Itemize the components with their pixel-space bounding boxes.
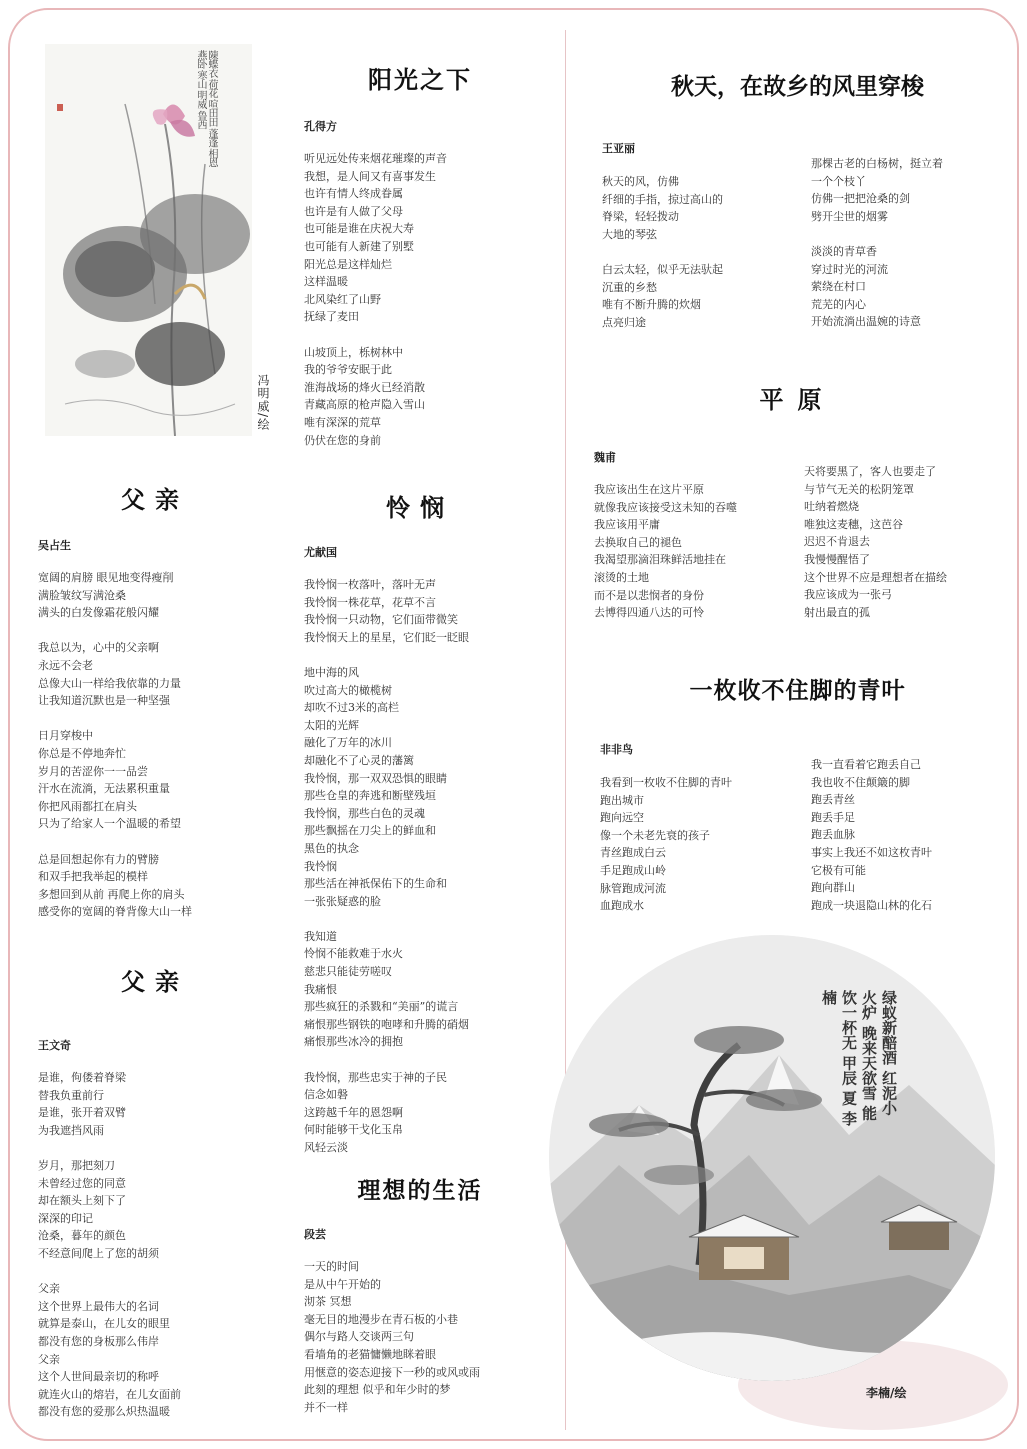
poem-line: 开始流淌出温婉的诗意: [811, 315, 921, 329]
poem-line: 听见远处传来烟花璀璨的声音: [304, 152, 447, 165]
poem-body-qingye-right: [811, 756, 932, 914]
poem-line: 沉重的乡愁: [602, 280, 657, 294]
poem-stanza: [38, 1280, 181, 1421]
snow-inscription: 绿蚁新醅酒 红泥小火炉 晚来天欲雪 能饮一杯无 甲辰 夏 李楠: [820, 990, 898, 1126]
poem-title-yangguang: 阳光之下: [368, 66, 472, 94]
poem-line: 跑出城市: [600, 793, 644, 807]
poem-line: 荒芜的内心: [811, 297, 866, 311]
poem-line: 我怜悯天上的星星，它们眨一眨眼: [304, 630, 469, 644]
poem-line: 不经意间爬上了您的胡须: [38, 1246, 159, 1260]
poem-line: 我知道: [304, 929, 337, 943]
poem-line: 并不一样: [304, 1400, 348, 1414]
poem-line: 却在额头上刻下了: [38, 1194, 126, 1208]
poem-line: 也可能有人新建了别墅: [304, 239, 414, 253]
poem-line: 满头的白发像霜花般闪耀: [38, 606, 159, 620]
snow-landscape-art: [549, 935, 995, 1381]
poem-line: 毫无目的地漫步在青石板的小巷: [304, 1312, 458, 1326]
poem-line: 就像我应该接受这未知的吞噬: [594, 500, 737, 514]
poem-line: 沏茶 冥想: [304, 1295, 352, 1309]
poem-line: 我怜悯一枚落叶，落叶无声: [304, 578, 436, 591]
poem-body-lixiang: [304, 1258, 480, 1416]
poem-body-pingyuan-right: [804, 463, 947, 621]
poem-line: 你总是不停地奔忙: [38, 746, 126, 760]
poem-line: 我想，是人间又有喜事发生: [304, 169, 436, 183]
poem-line: 点亮归途: [602, 315, 646, 329]
poem-stanza: [304, 664, 469, 910]
poem-line: 我应该成为一张弓: [804, 588, 892, 602]
poem-line: 那棵古老的白杨树，挺立着: [811, 157, 943, 170]
poem-line: 穿过时光的河流: [811, 262, 888, 276]
poem-line: 而不是以悲悯者的身份: [594, 588, 704, 602]
poem-line: 我一直看着它跑丢自己: [811, 758, 921, 771]
poem-line: 这跨越千年的恩怨啊: [304, 1105, 403, 1119]
poem-line: 吹过高大的橄榄树: [304, 683, 392, 697]
poem-line: 替我负重前行: [38, 1088, 104, 1102]
poem-stanza: [811, 243, 943, 331]
poem-line: 为我遮挡风雨: [38, 1123, 104, 1137]
poem-line: 射出最直的孤: [804, 605, 870, 619]
poem-stanza: [304, 150, 447, 326]
poem-line: 都没有您的身板那么伟岸: [38, 1334, 159, 1348]
poem-line: 这个人世间最亲切的称呼: [38, 1370, 159, 1384]
poem-line: 淮海战场的烽火已经消散: [304, 380, 425, 394]
poem-line: 大地的琴弦: [602, 227, 657, 241]
poem-line: 总像大山一样给我依靠的力量: [38, 676, 181, 690]
poem-line: 血跑成水: [600, 899, 644, 913]
lotus-painting-art: [45, 44, 252, 436]
poem-line: 我渴望那滴泪珠鲜活地挂在: [594, 553, 726, 567]
poem-line: 岁月，那把刻刀: [38, 1158, 115, 1172]
poem-line: 迟迟不肯退去: [804, 535, 870, 549]
poem-line: 是从中午开始的: [304, 1277, 381, 1291]
poem-line: 青藏高原的枪声隐入雪山: [304, 398, 425, 412]
poem-line: 汗水在流淌，无法累积重量: [38, 782, 170, 796]
poem-line: 融化了万年的冰川: [304, 736, 392, 750]
poem-line: 怜悯不能救难于水火: [304, 947, 403, 961]
poem-line: 吐纳着燃烧: [804, 500, 859, 514]
poem-line: 劈开尘世的烟雾: [811, 209, 888, 223]
poem-body-qingye-left: [600, 774, 732, 915]
poem-line: 那些仓皇的奔逃和断壁残垣: [304, 789, 436, 803]
poem-line: 手足跑成山岭: [600, 863, 666, 877]
poem-line: 它极有可能: [811, 863, 866, 877]
poem-line: 也可能是谁在庆祝大寿: [304, 222, 414, 236]
poem-line: 像一个未老先衰的孩子: [600, 828, 710, 842]
poem-line: 总是回想起你有力的臂膀: [38, 852, 159, 866]
poem-line: 仍伏在您的身前: [304, 433, 381, 447]
poem-line: 萦绕在村口: [811, 280, 866, 294]
poem-line: 黑色的执念: [304, 841, 359, 855]
poem-stanza: [38, 1069, 181, 1139]
poem-line: 是谁，张开着双臂: [38, 1106, 126, 1120]
lotus-inscription: 陳蝶衣 荷花 喧田田 蓬蓬 相恩 燕卧 寒山 明威 鲁西: [195, 50, 217, 167]
poem-line: 父亲: [38, 1352, 60, 1366]
poem-line: 我怜悯，那一双双恐惧的眼睛: [304, 771, 447, 785]
poem-line: 我的爷爷安眠于此: [304, 363, 392, 377]
poem-stanza: [600, 774, 732, 915]
poem-line: 永远不会老: [38, 658, 93, 672]
poem-line: 脊梁，轻轻拨动: [602, 210, 679, 224]
poem-body-pingyuan-left: [594, 481, 737, 622]
poem-stanza: [304, 576, 469, 646]
poem-line: 地中海的风: [304, 665, 359, 679]
poem-stanza: [304, 1069, 469, 1157]
poem-line: 我慢慢醒悟了: [804, 552, 870, 566]
poem-line: 一张张疑惑的脸: [304, 894, 381, 908]
poem-title-qiutian: 秋天，在故乡的风里穿梭: [671, 74, 924, 100]
poem-line: 我怜悯一只动物，它们面带微笑: [304, 613, 458, 627]
poem-line: 跑向远空: [600, 811, 644, 825]
poem-line: 我怜悯一株花草，花草不言: [304, 595, 436, 609]
poem-line: 岁月的苦涩你一一品尝: [38, 764, 148, 778]
poem-line: 纤细的手指，掠过高山的: [602, 192, 723, 206]
poem-line: 跑向群山: [811, 881, 855, 895]
poem-line: 这个世界上最伟大的名词: [38, 1299, 159, 1313]
poem-line: 山坡顶上，栎树林中: [304, 345, 403, 359]
poem-line: 我应该出生在这片平原: [594, 483, 704, 496]
poem-line: 阳光总是这样灿烂: [304, 257, 392, 271]
poem-line: 也许有情人终成眷属: [304, 187, 403, 201]
poem-line: 和双手把我举起的模样: [38, 870, 148, 884]
poem-body-fuqin2: [38, 1069, 181, 1421]
poem-line: 青丝跑成白云: [600, 846, 666, 860]
poem-line: 我也收不住颠簸的脚: [811, 775, 910, 789]
poem-line: 太阳的光辉: [304, 718, 359, 732]
poem-line: 我怜悯，那些忠实于神的子民: [304, 1070, 447, 1084]
poem-line: 满脸皱纹写满沧桑: [38, 588, 126, 602]
poem-stanza: [38, 639, 192, 709]
poem-line: 都没有您的爱那么炽热温暖: [38, 1405, 170, 1419]
poem-line: 多想回到从前 再爬上你的肩头: [38, 887, 185, 901]
poem-line: 看墙角的老猫慵懒地眯着眼: [304, 1347, 436, 1361]
poem-title-lianmin: 怜悯: [386, 494, 454, 522]
poem-line: 沧桑，暮年的颜色: [38, 1229, 126, 1243]
poem-line: 未曾经过您的同意: [38, 1176, 126, 1190]
poem-author-yangguang: 孔得方: [304, 120, 337, 133]
poem-line: 只为了给家人一个温暖的希望: [38, 817, 181, 831]
poem-author-lixiang: 段芸: [304, 1228, 326, 1241]
poem-line: 那些飘摇在刀尖上的鲜血和: [304, 824, 436, 838]
poem-stanza: [38, 851, 192, 921]
poem-line: 事实上我还不如这枚青叶: [811, 845, 932, 859]
poem-line: 秋天的风，仿佛: [602, 175, 679, 188]
poem-line: 痛恨那些冰冷的拥抱: [304, 1035, 403, 1049]
poem-line: 用惬意的姿态迎接下一秒的或风或雨: [304, 1365, 480, 1379]
poem-line: 慈悲只能徒劳嗟叹: [304, 965, 392, 979]
poem-line: 与节气无关的松阴笼罩: [804, 482, 914, 496]
poem-author-fuqin1: 吴占生: [38, 539, 71, 552]
poem-line: 也许是有人做了父母: [304, 204, 403, 218]
poem-line: 我总以为，心中的父亲啊: [38, 641, 159, 655]
poem-stanza: [304, 344, 447, 450]
poem-line: 淡淡的青草香: [811, 244, 877, 258]
poem-line: 去换取自己的褪色: [594, 535, 682, 549]
poem-line: 跑丢手足: [811, 810, 855, 824]
poem-line: 是谁，佝偻着脊梁: [38, 1071, 126, 1084]
poem-line: 跑丢青丝: [811, 793, 855, 807]
poem-line: 去博得四通八达的可怜: [594, 606, 704, 620]
snow-painting-credit: 李楠/绘: [866, 1386, 907, 1400]
poem-line: 一天的时间: [304, 1260, 359, 1273]
poem-stanza: [304, 1258, 480, 1416]
poem-line: 这个世界不应是理想者在描绘: [804, 570, 947, 584]
poem-line: 北风染红了山野: [304, 292, 381, 306]
poem-author-fuqin2: 王文奇: [38, 1039, 71, 1052]
poem-stanza: [804, 463, 947, 621]
poem-stanza: [811, 756, 932, 914]
poem-stanza: [602, 173, 723, 243]
poem-line: 偶尔与路人交谈两三句: [304, 1330, 414, 1344]
poem-line: 我应该用平庸: [594, 518, 660, 532]
poem-line: 滚烫的土地: [594, 570, 649, 584]
poem-line: 跑成一块退隐山林的化石: [811, 898, 932, 912]
poem-line: 痛恨那些钢铁的咆哮和升腾的硝烟: [304, 1017, 469, 1031]
poem-line: 就算是泰山，在儿女的眼里: [38, 1317, 170, 1331]
poem-line: 何时能够干戈化玉帛: [304, 1123, 403, 1137]
lotus-painting-credit: 冯明威/绘: [256, 374, 270, 432]
poem-line: 信念如磐: [304, 1088, 348, 1102]
lotus-painting: [45, 44, 252, 436]
poem-line: 我怜悯: [304, 859, 337, 873]
poem-line: 仿佛一把把沧桑的剑: [811, 192, 910, 206]
poem-stanza: [594, 481, 737, 622]
poem-line: 此刻的理想 似乎和年少时的梦: [304, 1383, 451, 1397]
poem-line: 我看到一枚收不住脚的青叶: [600, 776, 732, 789]
poem-line: 白云太轻，似乎无法驮起: [602, 262, 723, 276]
poem-line: 那些活在神祇保佑下的生命和: [304, 877, 447, 891]
poem-author-pingyuan: 魏甫: [594, 451, 616, 464]
poem-author-lianmin: 尤献国: [304, 546, 337, 559]
poem-line: 一个个枝丫: [811, 174, 866, 188]
poem-line: 却吹不过3米的高栏: [304, 701, 399, 715]
poem-body-lianmin: [304, 576, 469, 1157]
poem-line: 我怜悯，那些白色的灵魂: [304, 806, 425, 820]
poem-line: 日月穿梭中: [38, 729, 93, 743]
poem-line: 你把风雨都扛在肩头: [38, 799, 137, 813]
poem-body-qiutian-right: [811, 155, 943, 331]
poem-line: 那些疯狂的杀戮和“美丽”的谎言: [304, 1000, 459, 1014]
poem-line: 唯有不断升腾的炊烟: [602, 298, 701, 312]
poem-stanza: [38, 727, 192, 833]
poem-line: 却融化不了心灵的藩篱: [304, 753, 414, 767]
poem-line: 这样温暖: [304, 275, 348, 289]
poem-line: 抚绿了麦田: [304, 310, 359, 324]
poem-stanza: [38, 1157, 181, 1263]
snow-landscape-painting: [549, 935, 995, 1381]
poem-stanza: [811, 155, 943, 225]
poem-line: 深深的印记: [38, 1211, 93, 1225]
poem-title-fuqin1: 父亲: [121, 486, 189, 514]
poem-line: 宽阔的肩膀 眼见地变得瘦削: [38, 571, 174, 584]
poem-line: 脉管跑成河流: [600, 881, 666, 895]
poem-stanza: [38, 569, 192, 622]
poem-stanza: [304, 928, 469, 1051]
poem-author-qingye: 非非鸟: [600, 743, 633, 756]
poem-title-fuqin2: 父亲: [121, 968, 189, 996]
poem-line: 我痛恨: [304, 982, 337, 996]
poem-line: 跑丢血脉: [811, 828, 855, 842]
poem-stanza: [602, 261, 723, 331]
poem-line: 就连火山的熔岩，在儿女面前: [38, 1387, 181, 1401]
poem-line: 唯有深深的荒草: [304, 415, 381, 429]
poem-body-yangguang: [304, 150, 447, 449]
poem-title-pingyuan: 平原: [759, 386, 836, 414]
poem-title-qingye: 一枚收不住脚的青叶: [689, 678, 906, 704]
poem-body-qiutian-left: [602, 173, 723, 331]
poem-line: 唯独这麦穗，这芭谷: [804, 517, 903, 531]
poem-title-lixiang: 理想的生活: [357, 1178, 483, 1204]
poem-line: 天将要黑了，客人也要走了: [804, 465, 936, 478]
poem-line: 感受你的宽阔的脊背像大山一样: [38, 905, 192, 919]
poem-author-qiutian: 王亚丽: [602, 142, 635, 155]
poem-line: 父亲: [38, 1282, 60, 1296]
poem-body-fuqin1: [38, 569, 192, 921]
poem-line: 让我知道沉默也是一种坚强: [38, 694, 170, 708]
poem-line: 风轻云淡: [304, 1141, 348, 1154]
